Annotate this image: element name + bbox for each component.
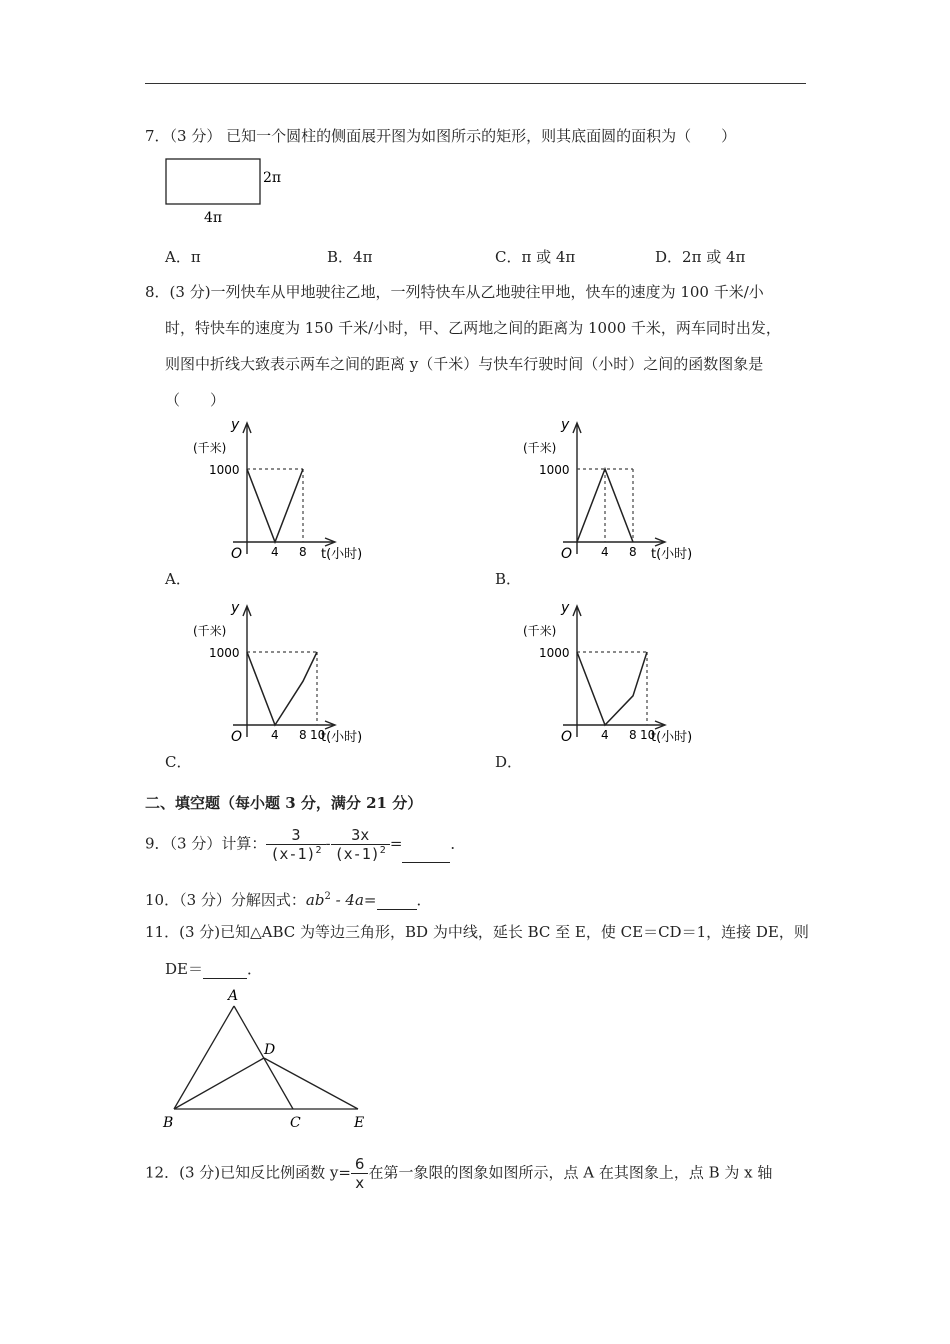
q8-graph-b <box>515 415 715 570</box>
x-tick-label: 4 <box>271 545 279 559</box>
q8-line2: 时，特快车的速度为 150 千米/小时，甲、乙两地之间的距离为 1000 千米，两车同时出发， <box>165 319 781 337</box>
x-tick-label: 8 <box>629 728 637 742</box>
q10-expr-b: - 4a <box>330 891 364 909</box>
q9-fraction-1: $\frac{3}{(x-1)^2}$ <box>266 826 325 863</box>
q12 <box>145 1155 772 1192</box>
y-unit-label: (千米) <box>523 624 557 638</box>
q11-line1: 11．(3 分)已知△ABC 为等边三角形，BD 为中线，延长 BC 至 E，使 CE＝CD＝1，连接 DE，则 <box>145 923 809 941</box>
x-axis-label: t(小时) <box>321 730 363 745</box>
point-c-label: C <box>290 1115 301 1131</box>
series-line <box>247 469 303 542</box>
section-title: 二、填空题（每小题 3 分，满分 21 分） <box>145 794 423 812</box>
origin-label: O <box>561 546 573 562</box>
q12-fraction: $\frac{6}{x}$ <box>351 1155 369 1192</box>
q8-option-c[interactable]: C． <box>165 753 192 771</box>
x-tick-label: 8 <box>629 545 637 559</box>
y-tick-label: 1000 <box>209 646 240 660</box>
q8-option-d[interactable]: D． <box>495 753 523 771</box>
q8-option-b[interactable]: B． <box>495 570 522 588</box>
q7-option-c[interactable]: C．π 或 4π <box>495 248 576 266</box>
q7-side-label: 2π <box>263 170 282 186</box>
q9-prefix: 9．（3 分）计算： <box>145 834 267 853</box>
q9-equals: = <box>389 834 403 853</box>
origin-label: O <box>231 546 243 562</box>
q7-bottom-label: 4π <box>204 210 223 226</box>
q9-answer-blank[interactable] <box>402 844 450 863</box>
q10-answer-blank[interactable] <box>377 889 417 910</box>
x-tick-label: 8 <box>299 728 307 742</box>
q8-line4: （ ） <box>165 391 226 409</box>
x-tick-label: 10 <box>310 728 326 742</box>
q12-suffix: 在第一象限的图象如图所示，点 A 在其图象上，点 B 为 x 轴 <box>368 1163 773 1182</box>
q11-line2: DE＝ ． <box>165 960 262 978</box>
q8-option-a[interactable]: A． <box>165 570 191 588</box>
q8-graph-a <box>185 415 385 570</box>
x-tick-label: 4 <box>271 728 279 742</box>
y-tick-label: 1000 <box>539 463 570 477</box>
origin-label: O <box>561 729 573 745</box>
q7-option-b[interactable]: B．4π <box>327 248 373 266</box>
x-tick-label: 4 <box>601 545 609 559</box>
y-unit-label: (千米) <box>193 441 227 455</box>
header-rule <box>145 83 806 84</box>
y-axis-label: y <box>231 417 240 433</box>
x-tick-label: 4 <box>601 728 609 742</box>
series-line <box>577 652 647 725</box>
q11-answer-blank[interactable] <box>203 958 247 979</box>
y-axis-label: y <box>231 600 240 616</box>
x-axis-label: t(小时) <box>651 730 693 745</box>
x-axis-label: t(小时) <box>651 547 693 562</box>
y-axis-label: y <box>561 417 570 433</box>
point-b-label: B <box>163 1115 174 1131</box>
x-tick-label: 8 <box>299 545 307 559</box>
origin-label: O <box>231 729 243 745</box>
point-e-label: E <box>354 1115 365 1131</box>
x-axis-label: t(小时) <box>321 547 363 562</box>
q7-rectangle-figure <box>160 155 290 230</box>
y-unit-label: (千米) <box>193 624 227 638</box>
q9: 9．（3 分）计算： $\frac{3}{(x-1)^2}$ - $\frac{3x}{(x-1)^2}$ = ． <box>145 826 466 863</box>
q8-line3: 则图中折线大致表示两车之间的距离 y（千米）与快车行驶时间（小时）之间的函数图象是 <box>165 355 764 373</box>
q8-graph-c <box>185 598 385 753</box>
q10: 10．（3 分）分解因式：$ab^2 - 4a=$ ． <box>145 891 432 909</box>
series-line <box>247 652 317 725</box>
q10-expr-a: ab <box>305 891 325 909</box>
point-d-label: D <box>264 1042 276 1058</box>
q8-line1: 8．(3 分)一列快车从甲地驶往乙地，一列特快车从乙地驶往甲地，快车的速度为 100 千米/小 <box>145 283 764 301</box>
q11-triangle-figure <box>160 985 380 1135</box>
q7-option-a[interactable]: A．π <box>165 248 201 266</box>
y-axis-label: y <box>561 600 570 616</box>
q8-graph-d <box>515 598 715 753</box>
q10-prefix: 10．（3 分）分解因式： <box>145 891 306 909</box>
q12-prefix: 12．(3 分)已知反比例函数 y= <box>145 1163 351 1182</box>
point-a-label: A <box>228 988 239 1004</box>
y-tick-label: 1000 <box>209 463 240 477</box>
y-tick-label: 1000 <box>539 646 570 660</box>
q7-stem: 7．（3 分） 已知一个圆柱的侧面展开图为如图所示的矩形，则其底面圆的面积为（ ） <box>145 127 737 145</box>
q9-fraction-2: $\frac{3x}{(x-1)^2}$ <box>331 826 390 863</box>
q7-option-d[interactable]: D．2π 或 4π <box>655 248 746 266</box>
x-tick-label: 10 <box>640 728 656 742</box>
q9-minus: - <box>325 834 331 853</box>
y-unit-label: (千米) <box>523 441 557 455</box>
